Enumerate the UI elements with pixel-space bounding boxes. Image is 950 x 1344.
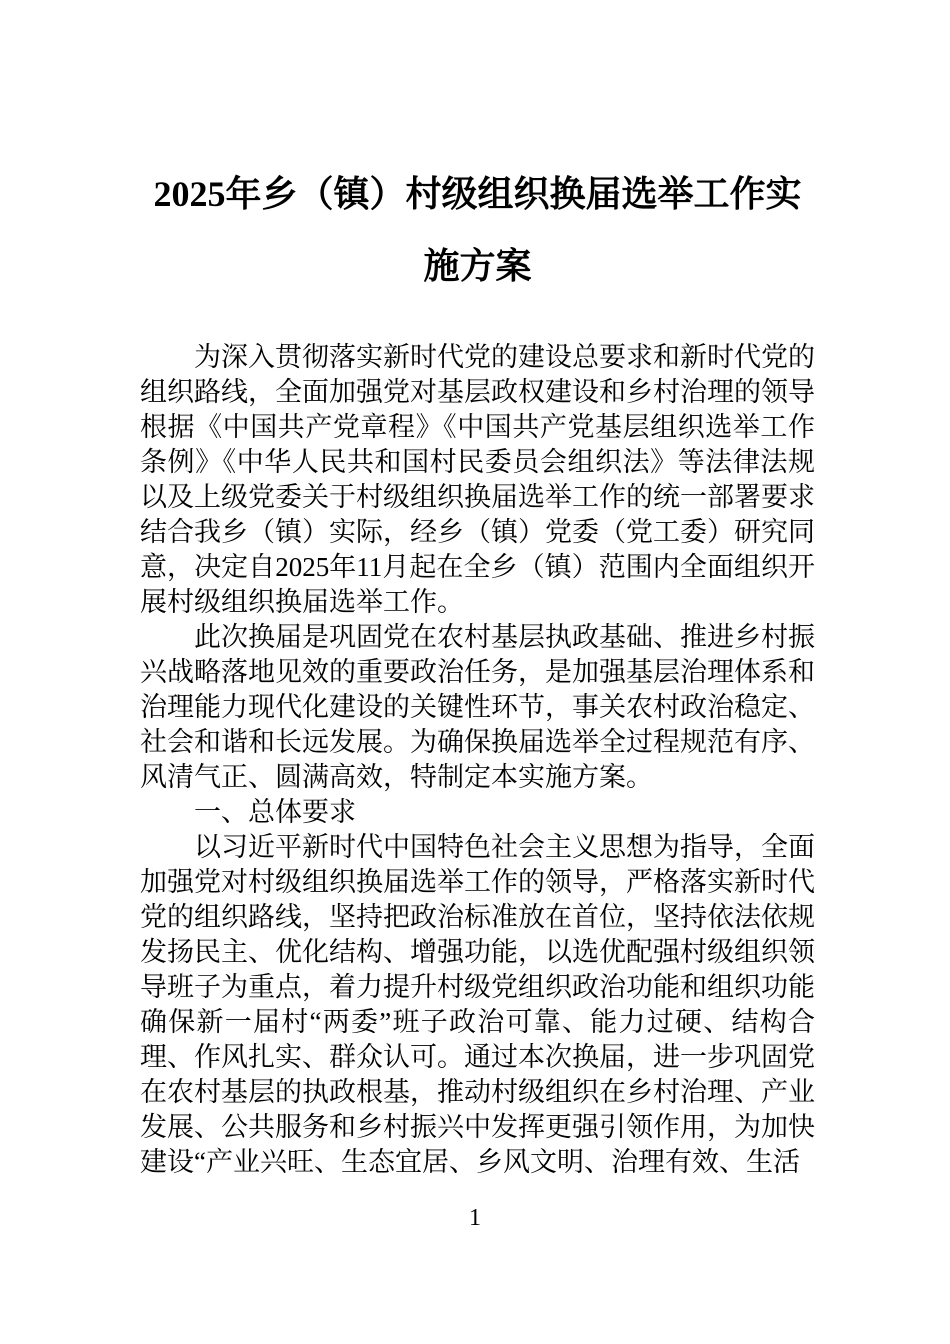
page-number: 1 [469,1205,481,1231]
page-footer [0,1205,950,1232]
paragraph-intro: 为深入贯彻落实新时代党的建设总要求和新时代党的组织路线，全面加强党对基层政权建设和乡村治理的领导根据《中国共产党章程》《中国共产党基层组织选举工作条例》《中华人民共和国村民委员会组织法》等法律法规以及上级党委关于村级组织换届选举工作的统一部署要求结合我乡（镇）实际，经乡（镇）党委（党工委）研究同意，决定自2025年11月起在全乡（镇）范围内全面组织开展村级组织换届选举工作。 [140,342,815,617]
section-heading-overall-requirements: 一、总体要求 [194,797,356,827]
paragraph-guiding-principles: 以习近平新时代中国特色社会主义思想为指导，全面加强党对村级组织换届选举工作的领导，严格落实新时代党的组织路线，坚持把政治标准放在首位，坚持依法依规发扬民主、优化结构、增强功能，以选优配强村级组织领导班子为重点，着力提升村级党组织政治功能和组织功能确保新一届村“两委”班子政治可靠、能力过硬、结构合理、作风扎实、群众认可。通过本次换届，进一步巩固党在农村基层的执政根基，推动村级组织在乡村治理、产业发展、公共服务和乡村振兴中发挥更强引领作用，为加快建设“产业兴旺、生态宜居、乡风文明、治理有效、生活 [140,832,815,1177]
paragraph-significance: 此次换届是巩固党在农村基层执政基础、推进乡村振兴战略落地见效的重要政治任务，是加强基层治理体系和治理能力现代化建设的关键性环节，事关农村政治稳定、社会和谐和长远发展。为确保换届选举全过程规范有序、风清气正、圆满高效，特制定本实施方案。 [140,622,815,792]
document-title: 2025年乡（镇）村级组织换届选举工作实施方案 [153,174,802,286]
document-body [140,340,815,1180]
